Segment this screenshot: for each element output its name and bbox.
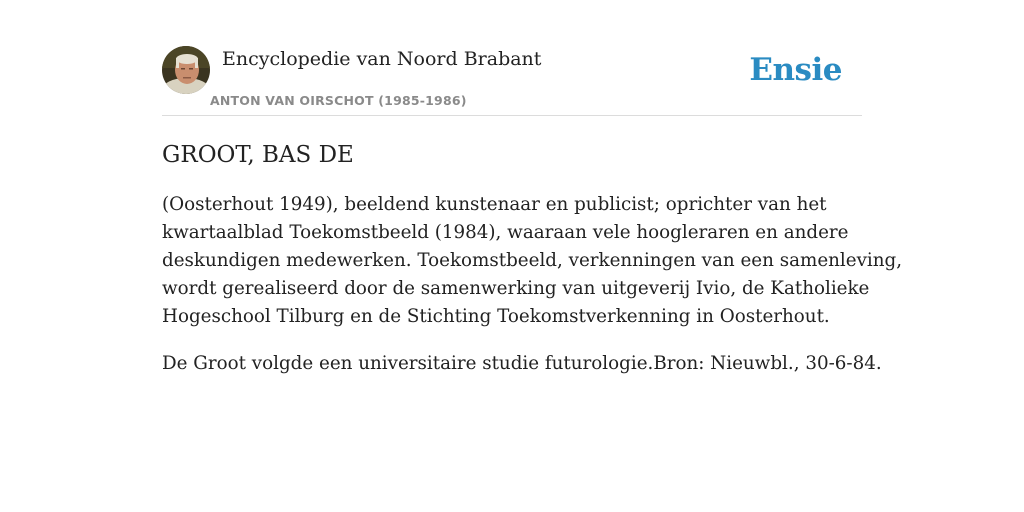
avatar-portrait-icon [162,46,210,94]
entry-header [162,46,862,116]
paragraph-line: kwartaalblad Toekomstbeeld (1984), waaraan vele hoogleraren en andere [162,222,849,243]
paragraph-line: (Oosterhout 1949), beeldend kunstenaar en publicist; oprichter van het [162,194,827,215]
entry-paragraph-2 [162,350,882,378]
paragraph-line: wordt gerealiseerd door de samenwerking van uitgeverij Ivio, de Katholieke [162,278,870,299]
author-avatar[interactable] [162,46,210,94]
entry-paragraph-1 [162,191,903,331]
author-name[interactable]: ANTON VAN OIRSCHOT (1985-1986) [210,93,467,108]
paragraph-line: Hogeschool Tilburg en de Stichting Toekomstverkenning in Oosterhout. [162,306,830,327]
paragraph-line: De Groot volgde een universitaire studie futurologie.Bron: Nieuwbl., 30-6-84. [162,353,882,374]
source-title[interactable]: Encyclopedie van Noord Brabant [222,48,542,70]
entry-content [162,140,903,397]
paragraph-line: deskundigen medewerken. Toekomstbeeld, verkenningen van een samenleving, [162,250,903,271]
ensie-logo[interactable]: Ensie [749,52,842,88]
entry-title: GROOT, BAS DE [162,142,354,168]
